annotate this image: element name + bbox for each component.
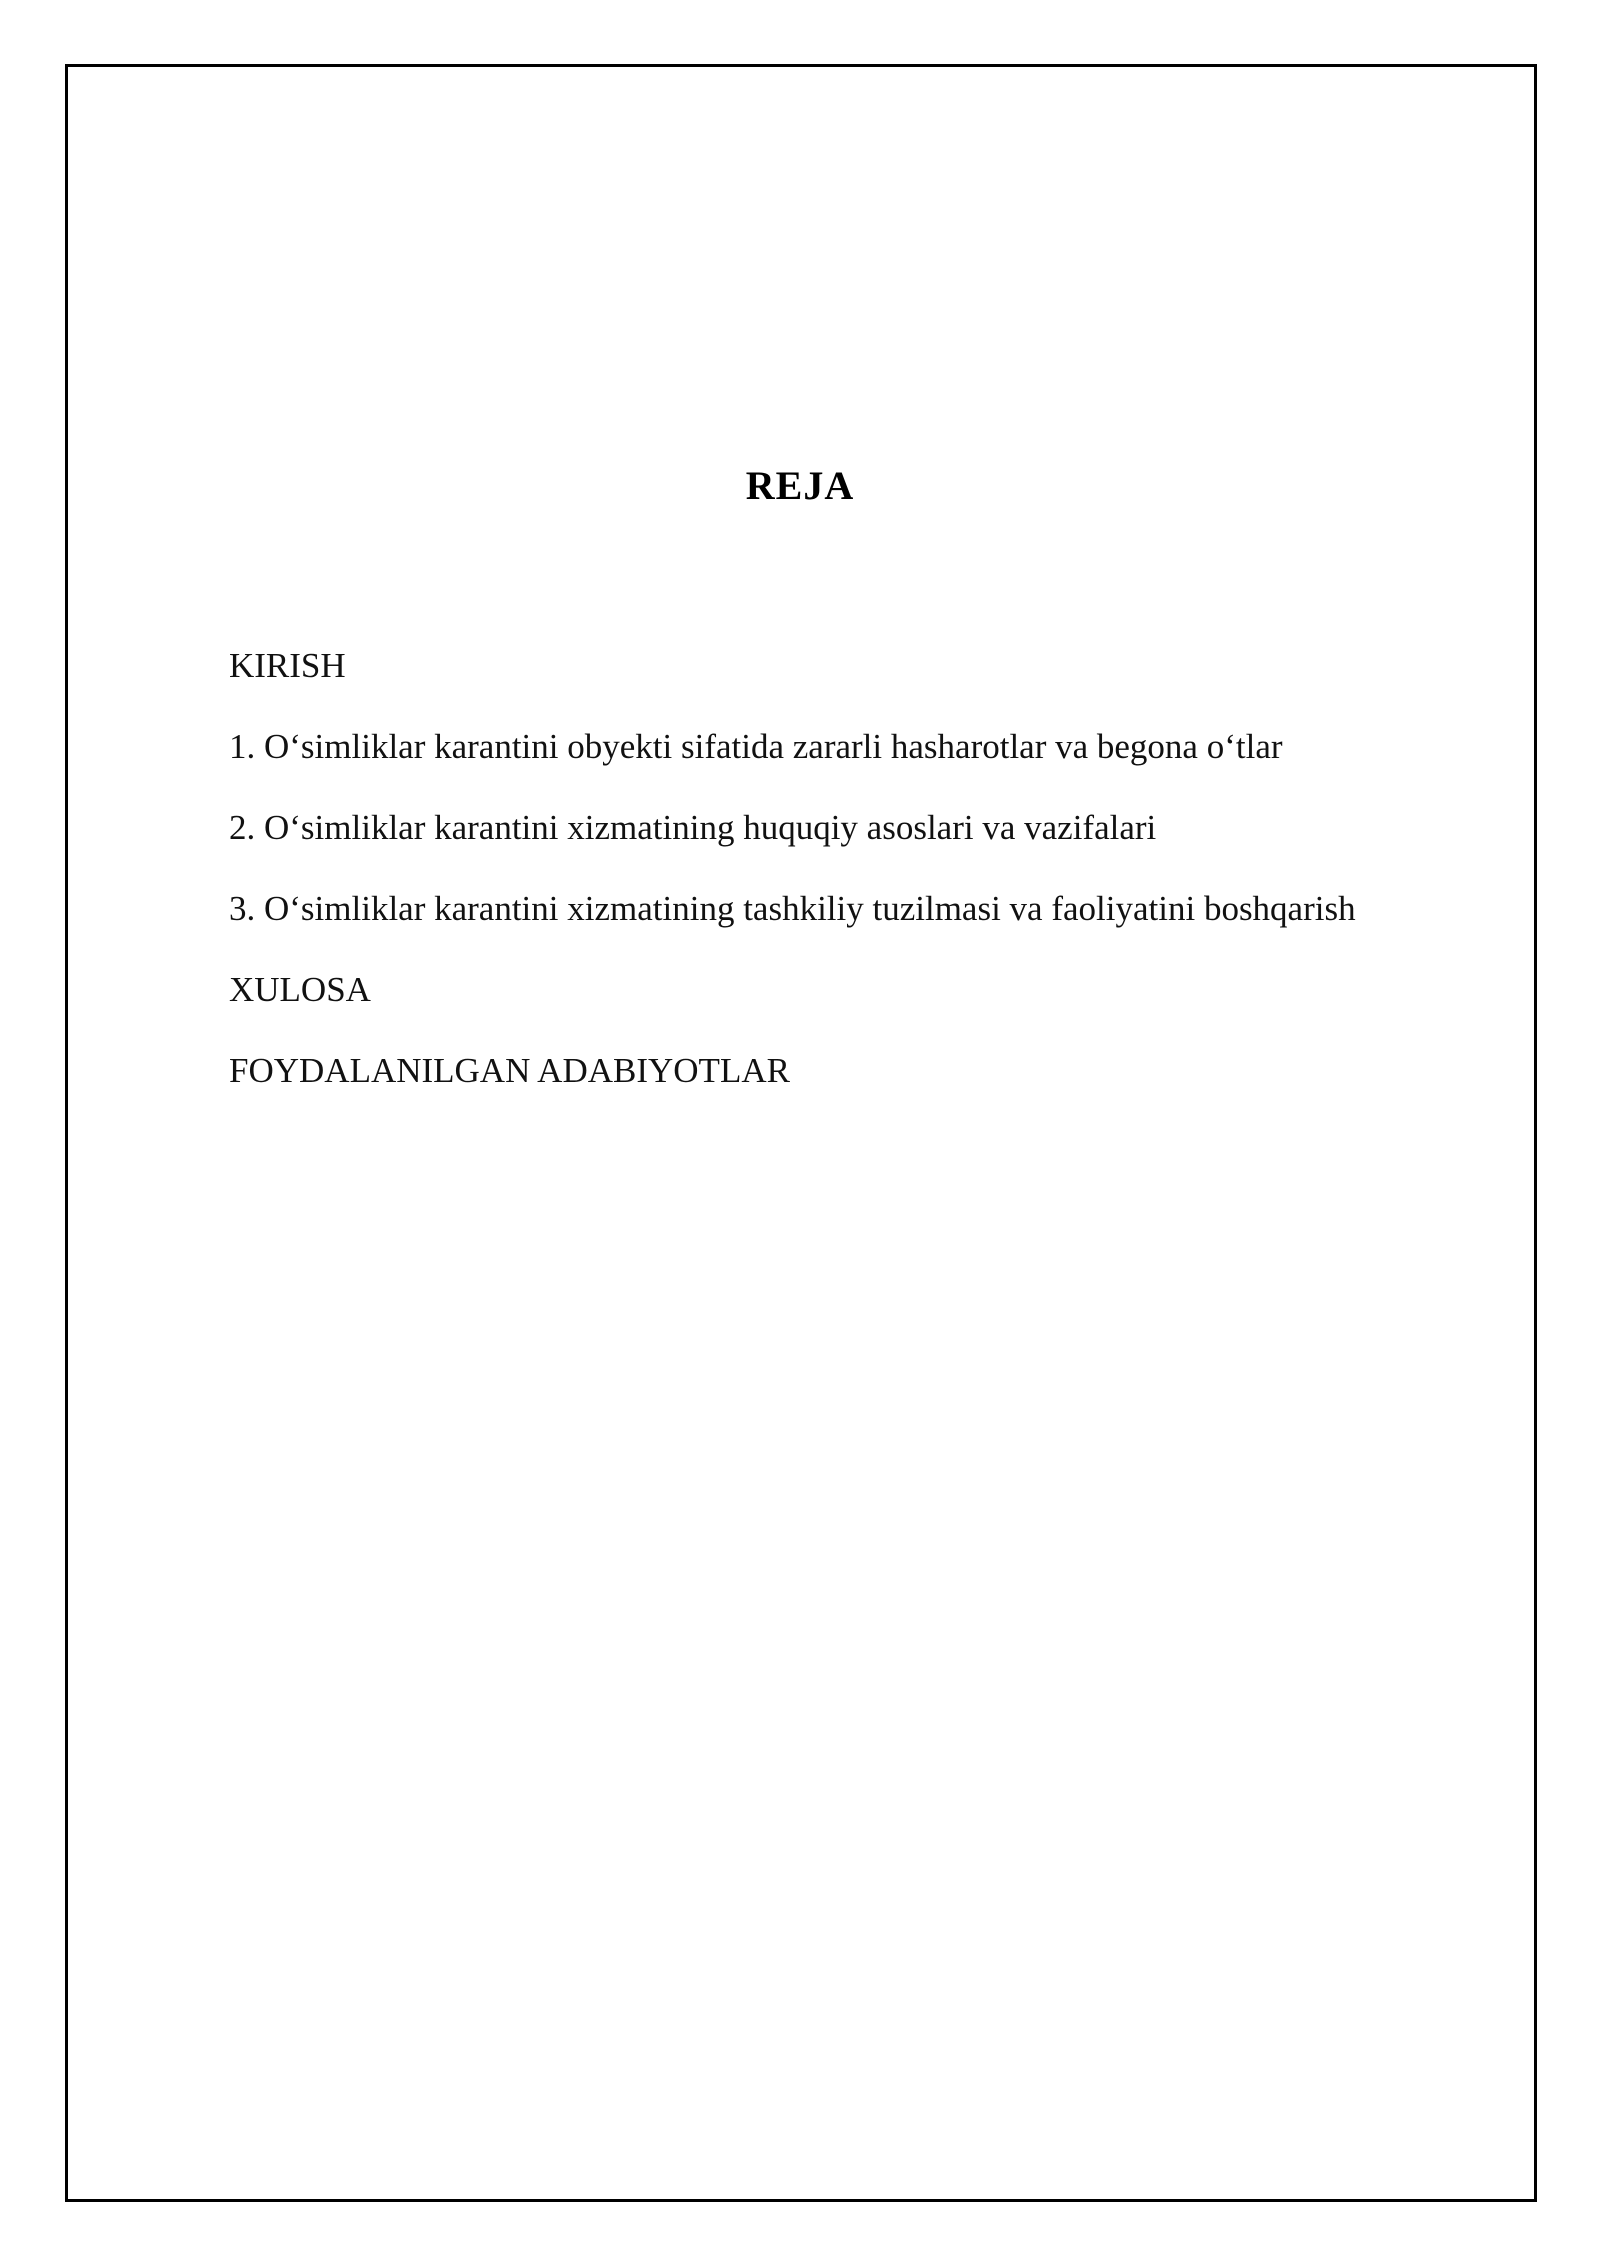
page-title: REJA <box>745 463 855 508</box>
plan-item-chapter-1: 1. O‘simliklar karantini obyekti sifatida zararli hasharotlar va begona o‘tlar <box>229 727 1283 766</box>
plan-item-chapter-3: 3. O‘simliklar karantini xizmatining tashkiliy tuzilmasi va faoliyatini boshqarish <box>229 889 1356 928</box>
plan-item-chapter-2: 2. O‘simliklar karantini xizmatining huquqiy asoslari va vazifalari <box>229 808 1157 847</box>
plan-item-introduction: KIRISH <box>229 646 346 685</box>
plan-item-references: FOYDALANILGAN ADABIYOTLAR <box>229 1051 790 1090</box>
page-border <box>65 64 1537 2202</box>
plan-list <box>229 644 1356 1130</box>
plan-item-conclusion: XULOSA <box>229 970 371 1009</box>
